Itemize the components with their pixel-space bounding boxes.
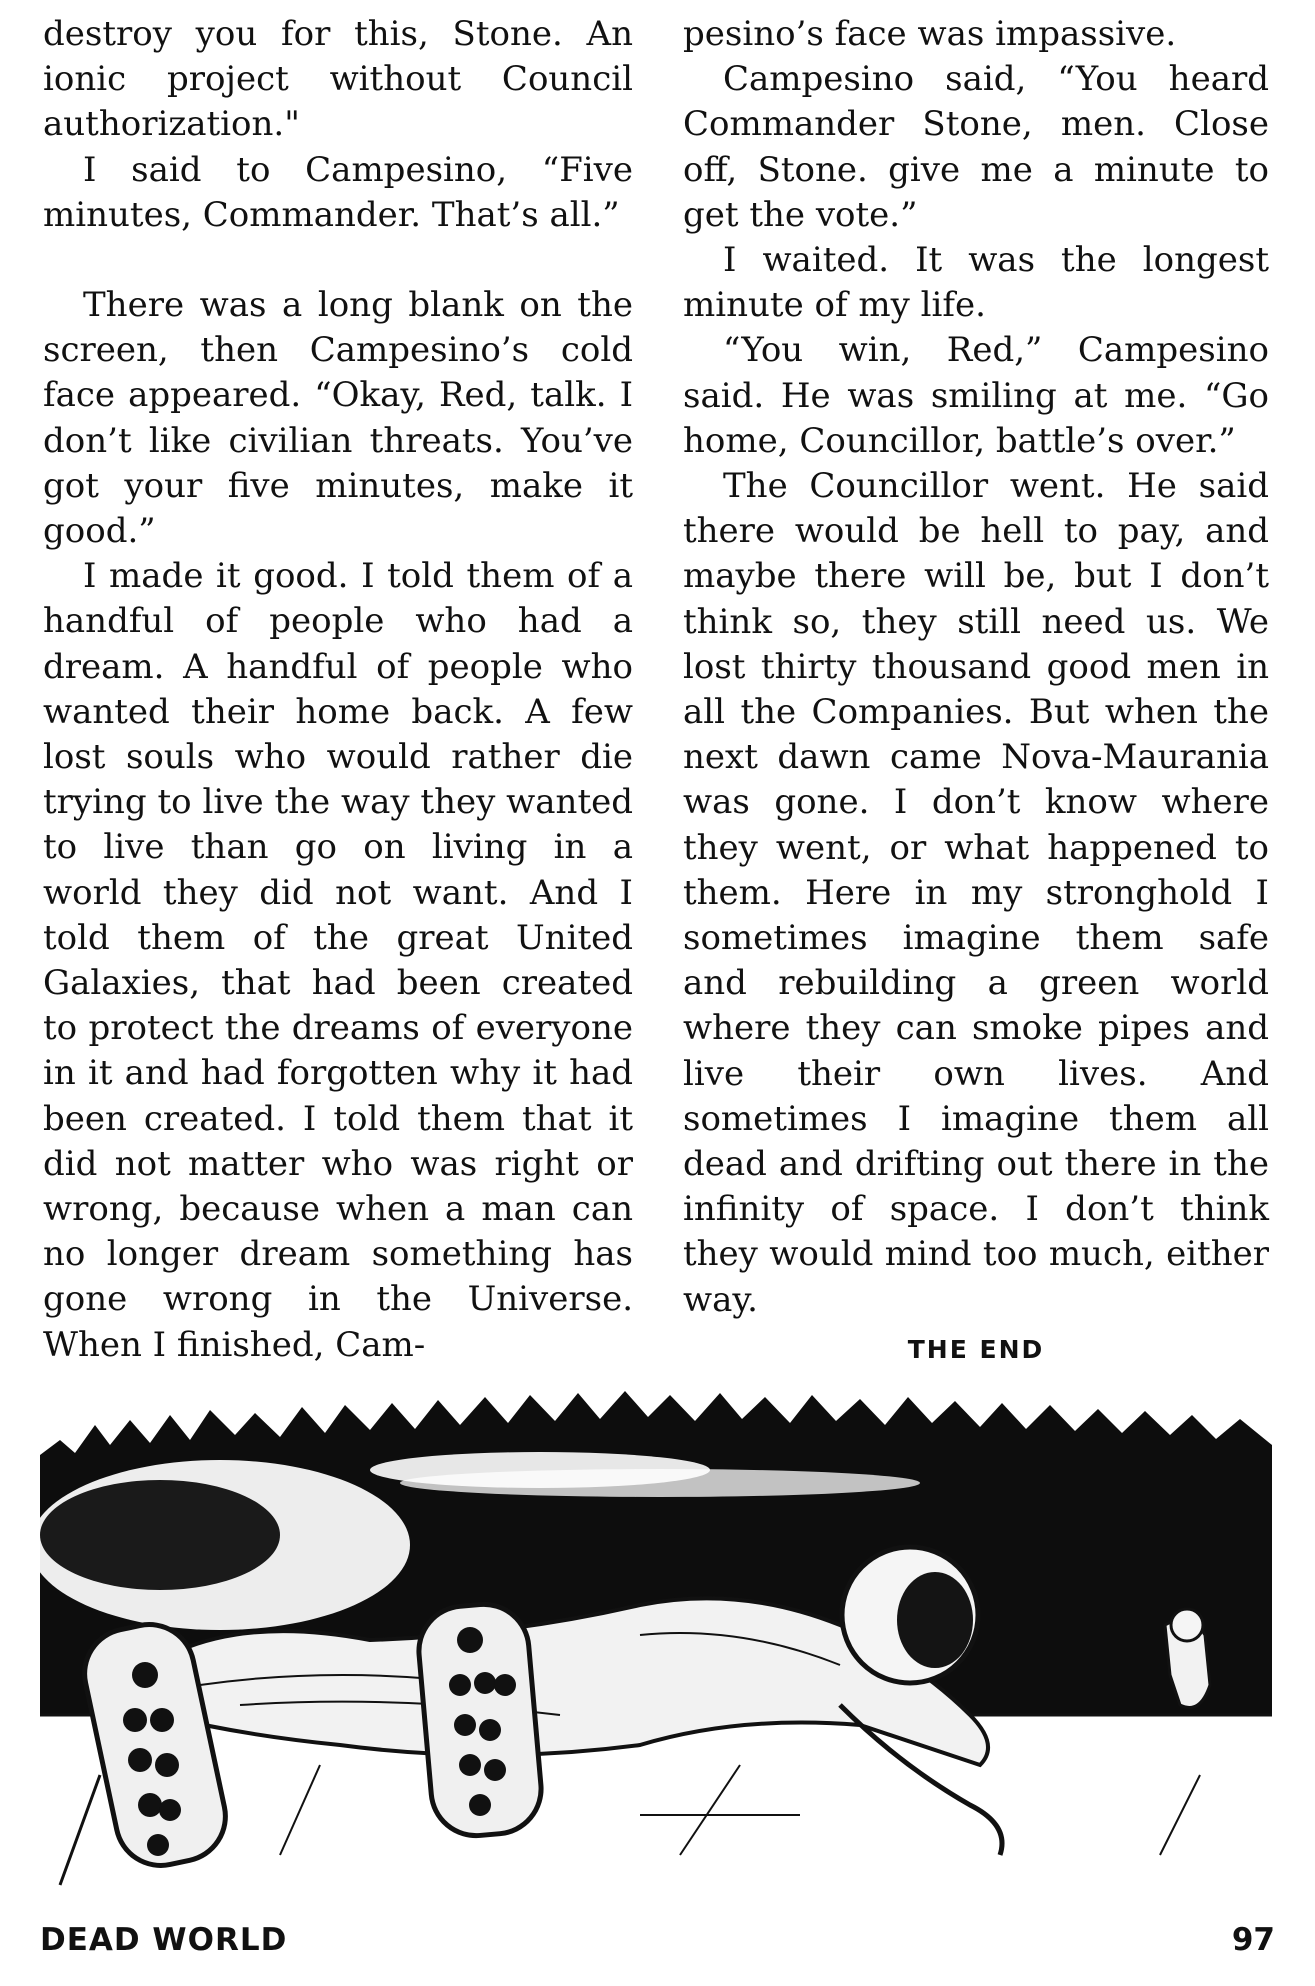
paragraph: Campesino said, “You heard Commander Stone, men. Close off, Stone. give me a minute to get the vote.” [683, 59, 1269, 235]
paragraph: There was a long blank on the screen, then Campesino’s cold face appeared. “Okay, Red, talk. I don’t like civilian threats. You’ve got your five minutes, make it good.” [43, 285, 633, 552]
paragraph: destroy you for this, Stone. An ionic project without Council authorization." [43, 14, 633, 145]
right-text-column [683, 12, 1269, 1323]
footer-story-title: DEAD WORLD [40, 1922, 288, 1958]
paragraph: I made it good. I told them of a handful of people who had a dream. A handful of people who wanted their home back. A few lost souls who would rather die trying to live the way they wanted to live than go on living in a world they did not want. And I told them of the great United Galaxies, that had been created to protect the dreams of everyone in it and had forgotten why it had been created. I told them that it did not matter who was right or wrong, because when a man can no longer dream something has gone wrong in the Universe. When I finished, Cam- [43, 556, 633, 1365]
left-text-column [43, 12, 633, 1368]
paragraph: pesino’s face was impassive. [683, 14, 1177, 54]
footer-page-number: 97 [1231, 1922, 1275, 1958]
the-end-marker: THE END [907, 1335, 1045, 1364]
paragraph: I said to Campesino, “Five minutes, Commander. That’s all.” [43, 149, 633, 235]
paragraph: “You win, Red,” Campesino said. He was smiling at me. “Go home, Councillor, battle’s over.” [683, 330, 1269, 461]
paragraph: The Councillor went. He said there would be hell to pay, and maybe there will be, but I don’t think so, they still need us. We lost thirty thousand good men in all the Companies. But when the next dawn came Nova-Maurania was gone. I don’t know where they went, or what happened to them. Here in my stronghold I sometimes imagine them safe and rebuilding a green world where they can smoke pipes and live their own lives. And sometimes I imagine them all dead and drifting out there in the infinity of space. I don’t think they would mind too much, either way. [683, 466, 1269, 1320]
paragraph: I waited. It was the longest minute of my life. [683, 240, 1269, 326]
fallen-astronaut-illustration [40, 1385, 1272, 1905]
